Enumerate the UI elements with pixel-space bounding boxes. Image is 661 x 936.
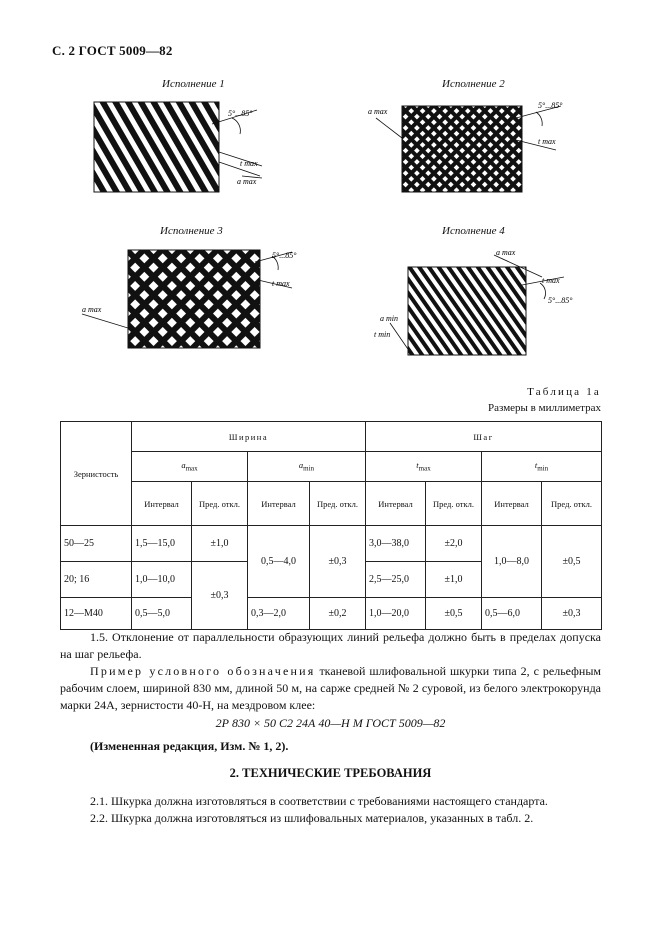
- col-tolerance: Пред. откл.: [310, 482, 366, 526]
- figure-2-diagram: [366, 94, 576, 204]
- cell-amin-interval: 0,3—2,0: [248, 598, 310, 630]
- col-t-max: $t_{max}$: [366, 452, 482, 482]
- cell-amax-tol: ±1,0: [192, 526, 248, 562]
- col-grit-header: Зернистость: [61, 422, 132, 526]
- section-title: 2. ТЕХНИЧЕСКИЕ ТРЕБОВАНИЯ: [229, 766, 432, 780]
- figure-1-t-max: t max: [240, 159, 258, 168]
- col-t-min: $t_{min}$: [482, 452, 602, 482]
- paragraph-2-1: 2.1. Шкурка должна изготовляться в соответствии с требованиями настоящего стандарта.: [90, 794, 548, 808]
- figure-4-a-max: a max: [496, 248, 516, 257]
- paragraph-example: Пример условного обозначения тканевой шлифовальной шкурки типа 2, с рельефным рабочим слоем, шириной 830 мм, длиной 50 м, на саржe средней № 2 суровой, из белого электрокорунда марки 24А, зернистости 40-Н, на мездровом клее:: [60, 664, 601, 712]
- cell-amin-tol: ±0,3: [310, 526, 366, 598]
- cell-amax-interval: 0,5—5,0: [132, 598, 192, 630]
- figure-1-a-max: a max: [237, 177, 257, 186]
- figure-4-t-min: t min: [374, 330, 391, 339]
- table-1a: [60, 421, 602, 630]
- figure-1-title: Исполнение 1: [162, 78, 225, 90]
- revision-note: (Измененная редакция, Изм. № 1, 2).: [90, 739, 289, 753]
- col-tolerance: Пред. откл.: [192, 482, 248, 526]
- cell-tmin-tol: ±0,3: [542, 598, 602, 630]
- cell-amax-tol: ±0,3: [192, 562, 248, 630]
- cell-tmin-tol: ±0,5: [542, 526, 602, 598]
- cell-amax-interval: 1,0—10,0: [132, 562, 192, 598]
- cell-tmax-tol: ±2,0: [426, 526, 482, 562]
- figure-4-a-min: a min: [380, 314, 398, 323]
- figure-1-diagram: [82, 94, 272, 204]
- designation-formula: 2Р 830 × 50 С2 24А 40—Н М ГОСТ 5009—82: [215, 716, 446, 730]
- col-tolerance: Пред. откл.: [426, 482, 482, 526]
- table-row: [61, 526, 602, 562]
- col-step-header: Шаг: [366, 422, 602, 452]
- figure-2-title: Исполнение 2: [442, 78, 505, 90]
- figure-4-title: Исполнение 4: [442, 225, 505, 237]
- cell-amin-tol: ±0,2: [310, 598, 366, 630]
- col-interval: Интервал: [482, 482, 542, 526]
- table-units: Размеры в миллиметрах: [488, 402, 601, 414]
- col-interval: Интервал: [132, 482, 192, 526]
- figure-1-angle: 5°...85°: [228, 109, 253, 118]
- cell-amin-interval: 0,5—4,0: [248, 526, 310, 598]
- col-interval: Интервал: [366, 482, 426, 526]
- figure-3-title: Исполнение 3: [160, 225, 223, 237]
- col-width-header: Ширина: [132, 422, 366, 452]
- cell-grit: 12—M40: [61, 598, 132, 630]
- page-header: С. 2 ГОСТ 5009—82: [52, 43, 173, 58]
- paragraph-2-2: 2.2. Шкурка должна изготовляться из шлифовальных материалов, указанных в табл. 2.: [90, 811, 534, 825]
- figure-4-angle: 5°...85°: [548, 296, 573, 305]
- figure-2-angle: 5°...85°: [538, 101, 563, 110]
- cell-grit: 20; 16: [61, 562, 132, 598]
- figure-4-diagram: [372, 245, 582, 365]
- col-interval: Интервал: [248, 482, 310, 526]
- cell-tmin-interval: 0,5—6,0: [482, 598, 542, 630]
- figure-3-diagram: [80, 240, 310, 360]
- col-tolerance: Пред. откл.: [542, 482, 602, 526]
- cell-tmax-interval: 2,5—25,0: [366, 562, 426, 598]
- cell-tmax-interval: 1,0—20,0: [366, 598, 426, 630]
- col-a-min: $a_{min}$: [248, 452, 366, 482]
- figure-2-t-max: t max: [538, 137, 556, 146]
- cell-amax-interval: 1,5—15,0: [132, 526, 192, 562]
- figure-2-a-max: a max: [368, 107, 388, 116]
- paragraph-1-5: 1.5. Отклонение от параллельности образующих линий рельефа должно быть в пределах допуска на шаг рельефа.: [60, 630, 601, 661]
- col-a-max: $a_{max}$: [132, 452, 248, 482]
- cell-tmax-interval: 3,0—38,0: [366, 526, 426, 562]
- cell-tmax-tol: ±0,5: [426, 598, 482, 630]
- figure-4-t-max: t max: [542, 276, 560, 285]
- cell-grit: 50—25: [61, 526, 132, 562]
- figure-3-t-max: t max: [272, 279, 290, 288]
- figure-3-angle: 5°...85°: [272, 251, 297, 260]
- table-row: [61, 598, 602, 630]
- table-caption: Таблица 1а: [527, 386, 601, 398]
- figure-3-a-max: a max: [82, 305, 102, 314]
- cell-tmin-interval: 1,0—8,0: [482, 526, 542, 598]
- cell-tmax-tol: ±1,0: [426, 562, 482, 598]
